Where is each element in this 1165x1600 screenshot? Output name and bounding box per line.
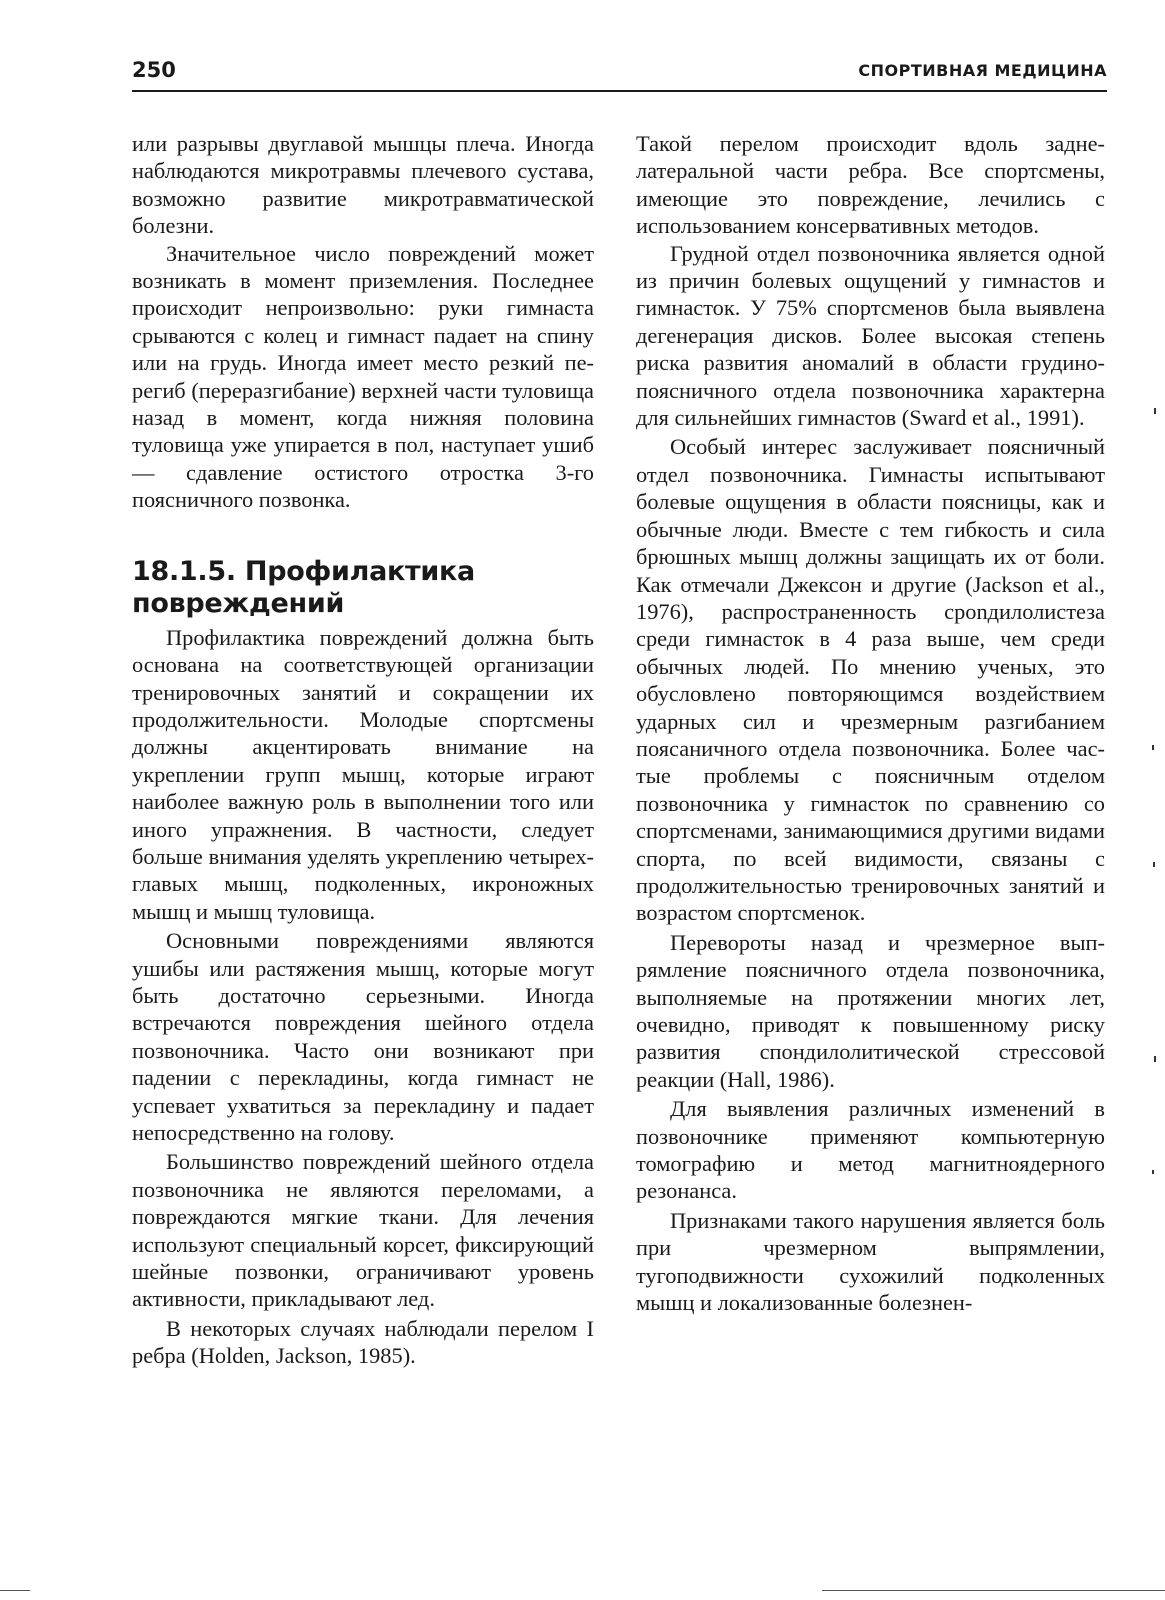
- paragraph: Признаками такого нарушения является боль при чрезмерном выпрямлении, тугоподвижности сухожилий подколенных мышц и локализованные болезнен-: [636, 1207, 1105, 1316]
- scan-edge-line: [822, 1590, 1165, 1591]
- paragraph: Большинство повреждений шейного отдела позвоночника не являются переломами, а повреждаются мягкие ткани. Для лечения используют специальный корсет, фиксирующий шейные позвонки, ограничивают уровень активности, прикладывают лед.: [132, 1149, 594, 1312]
- scan-mark: [1152, 1170, 1154, 1174]
- paragraph: Грудной отдел позвоночника является одной из причин болевых ощущений у гимнастов и гимнасток. У 75% спортсменов была выявлена дегенерация дисков. Более высокая степень риска развития аномалий в области грудинопоясничного отдела позвоночника характерна для сильнейших гимнастов (Sward et al., 1991).: [636, 240, 1105, 431]
- running-title: СПОРТИВНАЯ МЕДИЦИНА: [858, 61, 1107, 80]
- paragraph: В некоторых случаях наблюдали перелом I ребра (Holden, Jackson, 1985).: [132, 1315, 594, 1369]
- paragraph: Профилактика повреждений должна быть основана на соответствующей организации тренировочных занятий и сокращении их продолжительности. Молодые спортсмены должны акцентировать внимание на укреплении групп мышц, которые играют наиболее важную роль в выполнении того или иного упражнения. В частности, следует больше внимания уделять укреплению четырехглавых мышц, подколенных, икроножных мышц и мышц туловища.: [132, 624, 594, 924]
- paragraph: Такой перелом происходит вдоль заднелатеральной части ребра. Все спортсмены, имеющие это повреждение, лечились с использованием консервативных методов.: [636, 131, 1105, 239]
- scan-mark: [1152, 745, 1154, 750]
- scan-mark: [1154, 1056, 1156, 1062]
- page-number: 250: [132, 58, 176, 82]
- page-header: [132, 54, 1107, 92]
- scan-mark: [1153, 862, 1155, 867]
- scan-edge-line: [0, 1590, 30, 1591]
- scan-mark: [1154, 408, 1156, 414]
- paragraph: Перевороты назад и чрезмерное выпрямление поясничного отдела позвоночника, выполняемые на протяжении многих лет, очевидно, приводят к повышенному риску развития спондилолитической стрессовой реакции (Hall, 1986).: [636, 929, 1105, 1092]
- section-heading: 18.1.5. Профилактика повреждений: [132, 555, 475, 619]
- left-column: [132, 130, 594, 1370]
- paragraph: Особый интерес заслуживает поясничный отдел позвоночника. Гимнасты испытывают болевые ощущения в области поясницы, как и обычные люди. Вместе с тем гибкость и сила брюшных мышц должны защищать их от боли. Как отмечали Джексон и другие (Jackson et al., 1976), распространенность сponдилолистеза среди гимнасток в 4 раза выше, чем среди обычных людей. По мнению ученых, это обусловлено повторяющимся воздействием ударных сил и чрезмерным разгибанием поясаничного отдела позвоночника. Более частые проблемы с поясничным отделом позвоночника у гимнасток по сравнению со спортсменами, занимающимися другими видами спорта, по всей видимости, связаны с продолжительностью тренировочных занятий и возрастом спортсменок.: [636, 434, 1105, 926]
- paragraph: Основными повреждениями являются ушибы или растяжения мышц, которые могут быть достаточно серьезными. Иногда встречаются повреждения шейного отдела позвоночника. Часто они возникают при падении с перекладины, когда гимнаст не успевает ухватиться за перекладину и падает непосредственно на голову.: [132, 928, 594, 1145]
- paragraph: Значительное число повреждений может возникать в момент приземления. Последнее происходит непроизвольно: руки гимнаста срываются с колец и гимнаст падает на спину или на грудь. Иногда имеет место резкий перегиб (переразгибание) верхней части туловища назад в момент, когда нижняя половина туловища уже упирается в пол, наступает ушиб — сдавление остистого отростка 3-го поясничного позвонка.: [132, 240, 594, 513]
- paragraph: или разрывы двуглавой мышцы плеча. Иногда наблюдаются микротравмы плечевого сустава, возможно развитие микротравматической болезни.: [132, 131, 594, 239]
- paragraph: Для выявления различных изменений в позвоночнике применяют компьютерную томографию и метод магнитноядерного резонанса.: [636, 1096, 1105, 1204]
- right-column: [636, 130, 1105, 1316]
